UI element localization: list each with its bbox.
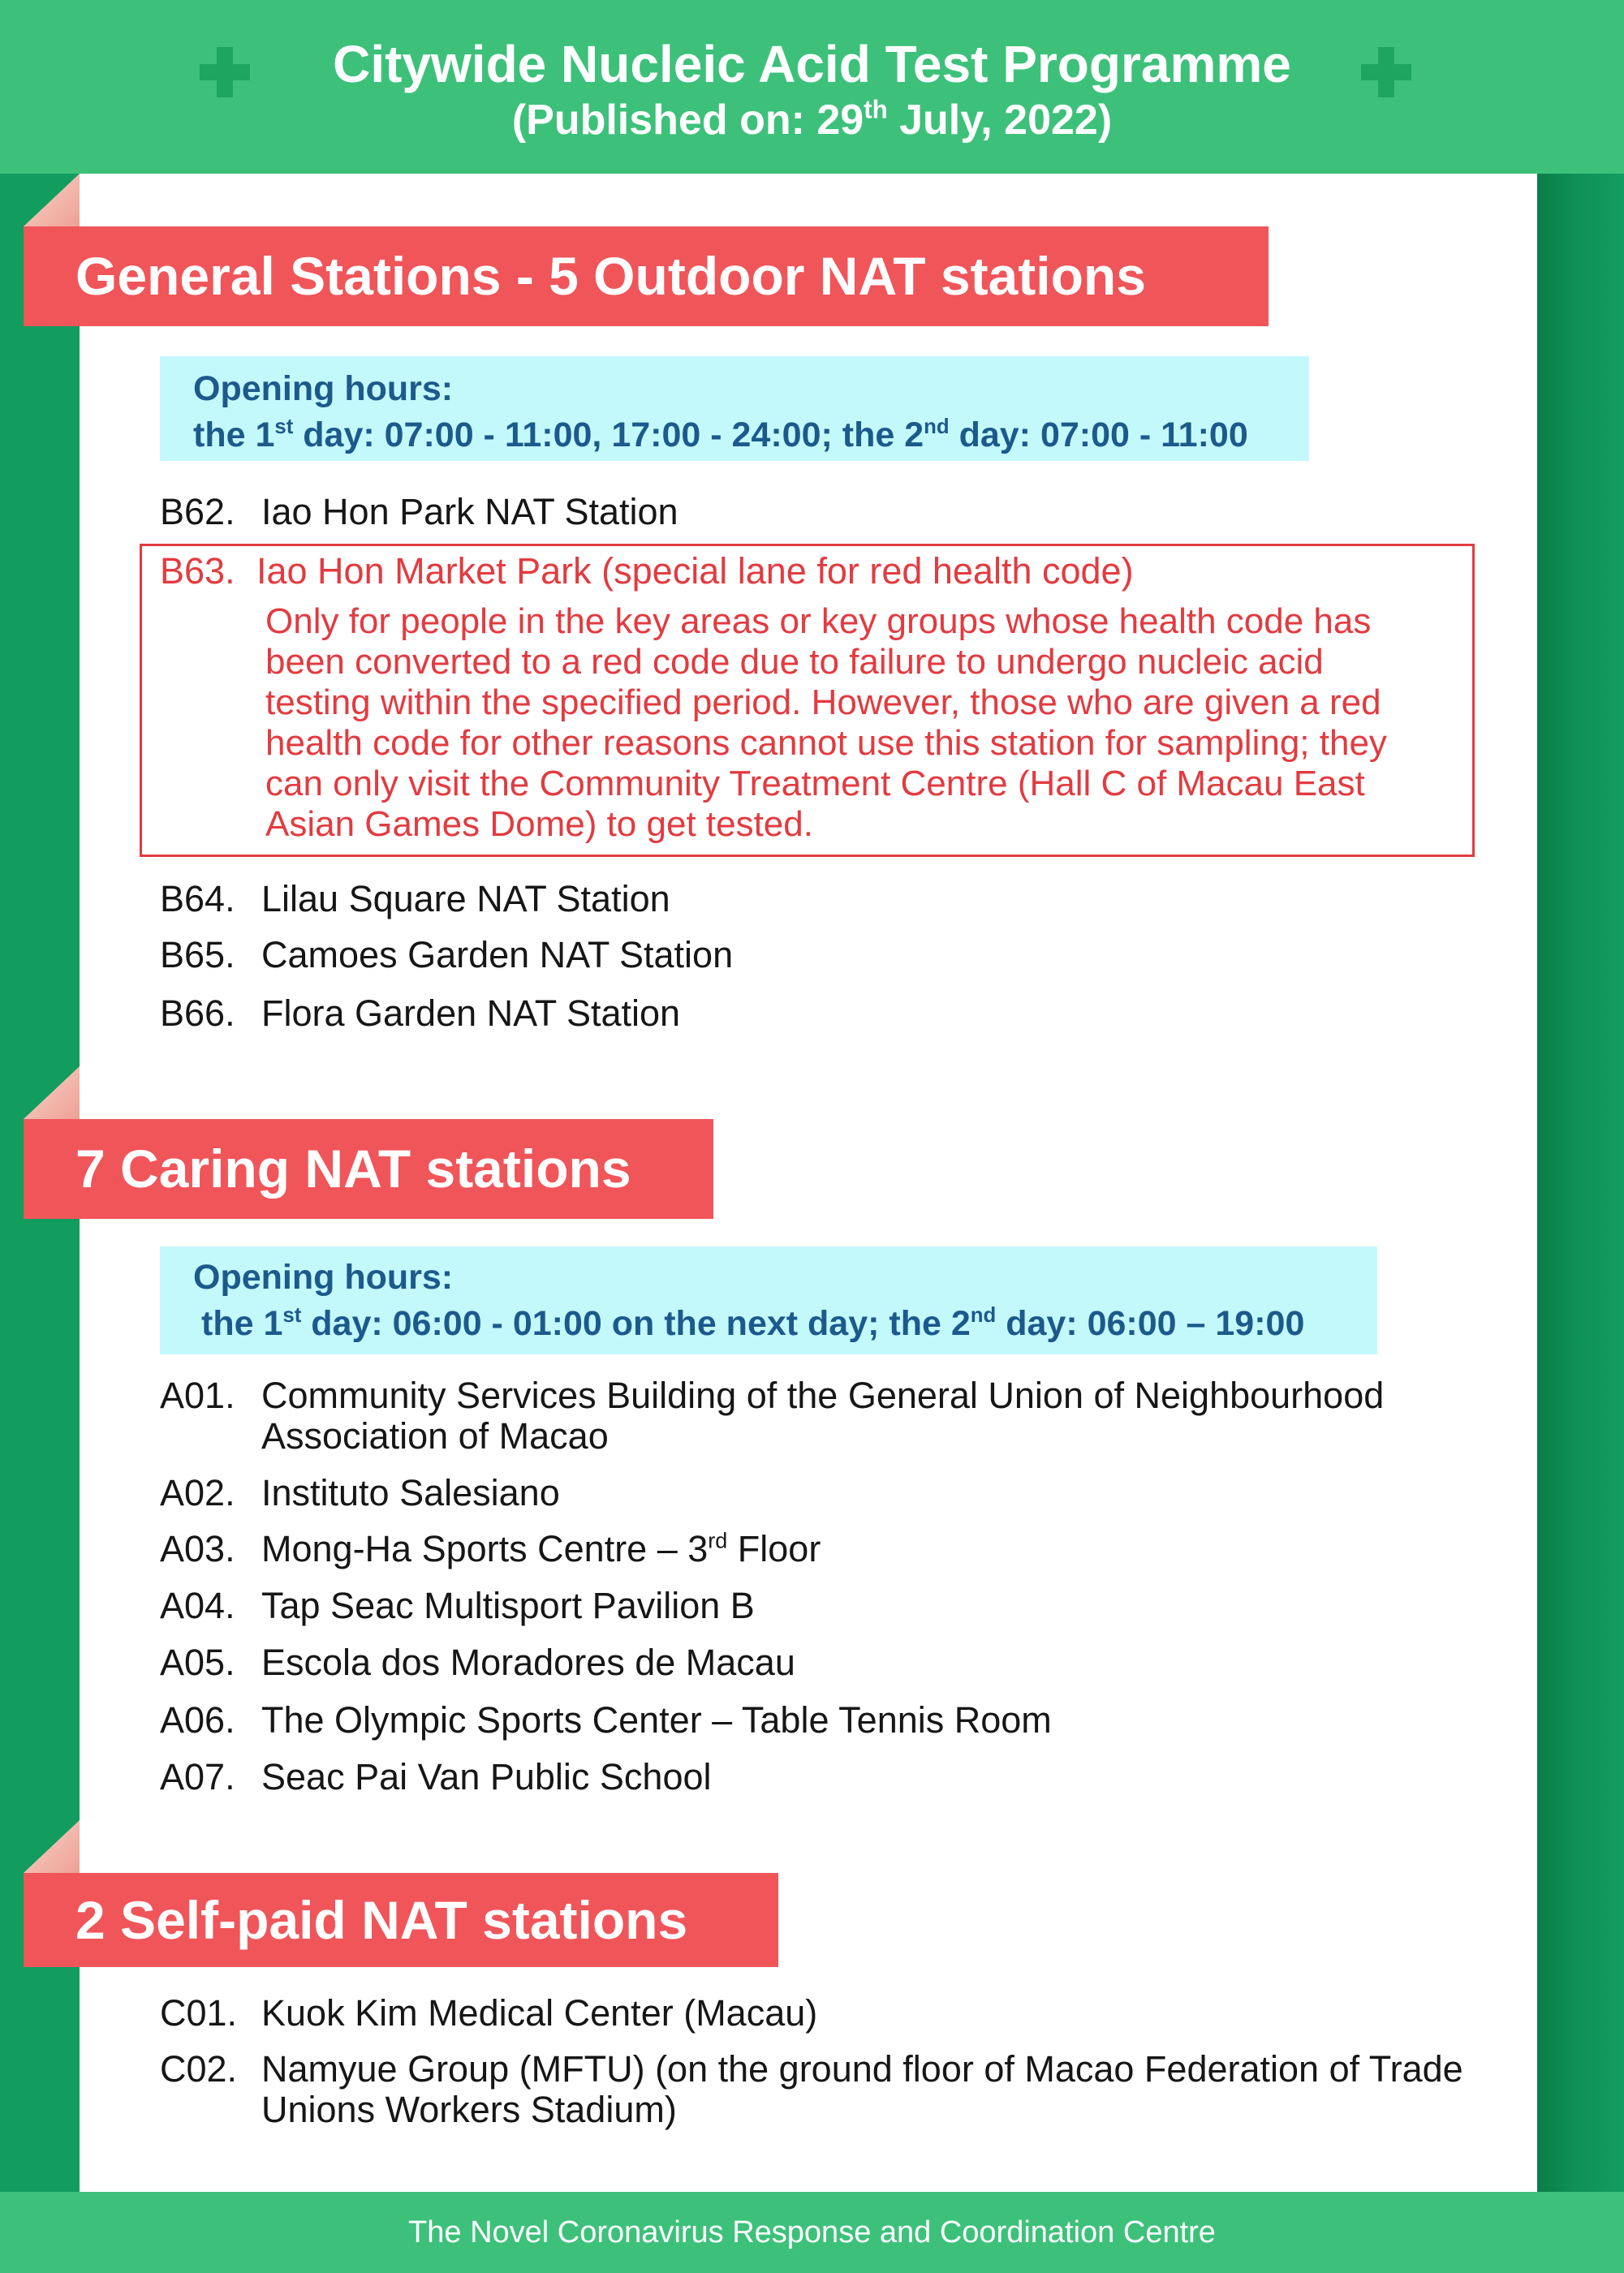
opening-hours-text — [193, 415, 1248, 455]
hours-ordinal: st — [274, 415, 294, 439]
station-code: C01. — [160, 1992, 238, 2034]
station-name: Camoes Garden NAT Station — [261, 934, 734, 975]
floor-ordinal: rd — [708, 1528, 728, 1553]
station-code: A01. — [160, 1375, 235, 1416]
station-code: B66. — [160, 992, 235, 1034]
station-row — [160, 1586, 1527, 1626]
opening-hours-text — [201, 1303, 1304, 1344]
station-name: Iao Hon Market Park (special lane for red health code) — [256, 550, 1134, 592]
station-row — [160, 1642, 1527, 1683]
station-code: B64. — [160, 878, 235, 919]
station-row — [160, 2049, 1527, 2130]
header-banner — [0, 0, 1624, 174]
station-code: A04. — [160, 1585, 235, 1626]
station-code: A03. — [160, 1528, 235, 1569]
station-note-line: been converted to a red code due to failure to undergo nucleic acid — [265, 642, 1324, 682]
station-row — [160, 1529, 1527, 1569]
station-code: A06. — [160, 1699, 235, 1741]
station-row — [160, 1993, 1527, 2034]
station-row — [160, 993, 1527, 1034]
station-row — [160, 1757, 1527, 1797]
hours-text: day: 06:00 – 19:00 — [996, 1304, 1305, 1343]
station-code: B62. — [160, 491, 235, 532]
publish-date-ordinal: th — [864, 95, 888, 124]
station-note — [265, 601, 1387, 845]
station-note-line: testing within the specified period. However, those who are given a red — [265, 682, 1381, 722]
station-row — [160, 1473, 1527, 1513]
opening-hours-box — [160, 1246, 1377, 1354]
red-code-station-box — [140, 544, 1475, 857]
hours-text: day: 06:00 - 01:00 on the next day; the 2 — [301, 1304, 971, 1343]
station-name-text: Mong-Ha Sports Centre – 3 — [261, 1528, 709, 1569]
station-name: The Olympic Sports Center – Table Tennis Room — [261, 1699, 1052, 1741]
station-name: Seac Pai Van Public School — [261, 1756, 712, 1797]
station-note-line: can only visit the Community Treatment Centre (Hall C of Macau East — [265, 764, 1365, 803]
station-code: B63. — [160, 550, 235, 592]
station-row — [160, 1700, 1527, 1741]
station-name: Escola dos Moradores de Macau — [261, 1642, 795, 1683]
opening-hours-label: Opening hours: — [193, 1258, 454, 1297]
station-row — [160, 879, 1527, 919]
hours-ordinal: nd — [924, 415, 950, 439]
hours-ordinal: st — [282, 1304, 302, 1328]
station-row — [160, 492, 1527, 532]
ribbon-fold — [24, 1820, 80, 1873]
hours-ordinal: nd — [970, 1304, 997, 1328]
station-name: Iao Hon Park NAT Station — [261, 491, 678, 532]
publish-date-text: (Published on: 29 — [511, 97, 864, 144]
section-heading-general-stations: General Stations - 5 Outdoor NAT stations — [24, 226, 1269, 326]
station-code: C02. — [160, 2048, 238, 2090]
hours-text: the 1 — [201, 1304, 283, 1343]
publish-date — [0, 94, 1624, 146]
station-code: A05. — [160, 1642, 235, 1683]
ribbon-fold — [24, 174, 80, 226]
station-name-text: Floor — [727, 1528, 821, 1569]
station-name: Community Services Building of the General Union of Neighbourhood Association of Macao — [261, 1375, 1385, 1457]
station-row — [160, 1375, 1527, 1457]
station-code: A07. — [160, 1756, 235, 1797]
hours-text: day: 07:00 - 11:00 — [949, 415, 1248, 454]
station-code: B65. — [160, 934, 235, 975]
station-name: Lilau Square NAT Station — [261, 878, 670, 919]
station-row — [160, 935, 1527, 975]
opening-hours-box — [160, 356, 1309, 461]
section-heading-self-paid-stations: 2 Self-paid NAT stations — [24, 1873, 778, 1967]
section-heading-caring-stations: 7 Caring NAT stations — [24, 1119, 713, 1219]
page-title: Citywide Nucleic Acid Test Programme — [333, 35, 1291, 93]
station-name — [261, 1529, 1527, 1569]
footer-organisation: The Novel Coronavirus Response and Coordination Centre — [0, 2192, 1624, 2273]
station-code: A02. — [160, 1472, 235, 1513]
station-name: Instituto Salesiano — [261, 1472, 560, 1513]
station-note-line: health code for other reasons cannot use this station for sampling; they — [265, 723, 1387, 763]
station-note-line: Only for people in the key areas or key groups whose health code has — [265, 601, 1372, 641]
station-note-line: Asian Games Dome) to get tested. — [265, 804, 813, 844]
hours-text: day: 07:00 - 11:00, 17:00 - 24:00; the 2 — [293, 415, 924, 454]
panel-shadow — [1537, 174, 1624, 2192]
hours-text: the 1 — [193, 415, 275, 454]
station-name: Flora Garden NAT Station — [261, 992, 681, 1034]
station-name: Kuok Kim Medical Center (Macau) — [261, 1992, 818, 2034]
ribbon-fold — [24, 1066, 80, 1119]
station-name: Namyue Group (MFTU) (on the ground floor of Macao Federation of Trade Unions Workers Stadium) — [261, 2048, 1463, 2130]
opening-hours-label: Opening hours: — [193, 369, 454, 408]
station-name: Tap Seac Multisport Pavilion B — [261, 1585, 755, 1626]
publish-date-text-end: July, 2022) — [887, 97, 1113, 144]
